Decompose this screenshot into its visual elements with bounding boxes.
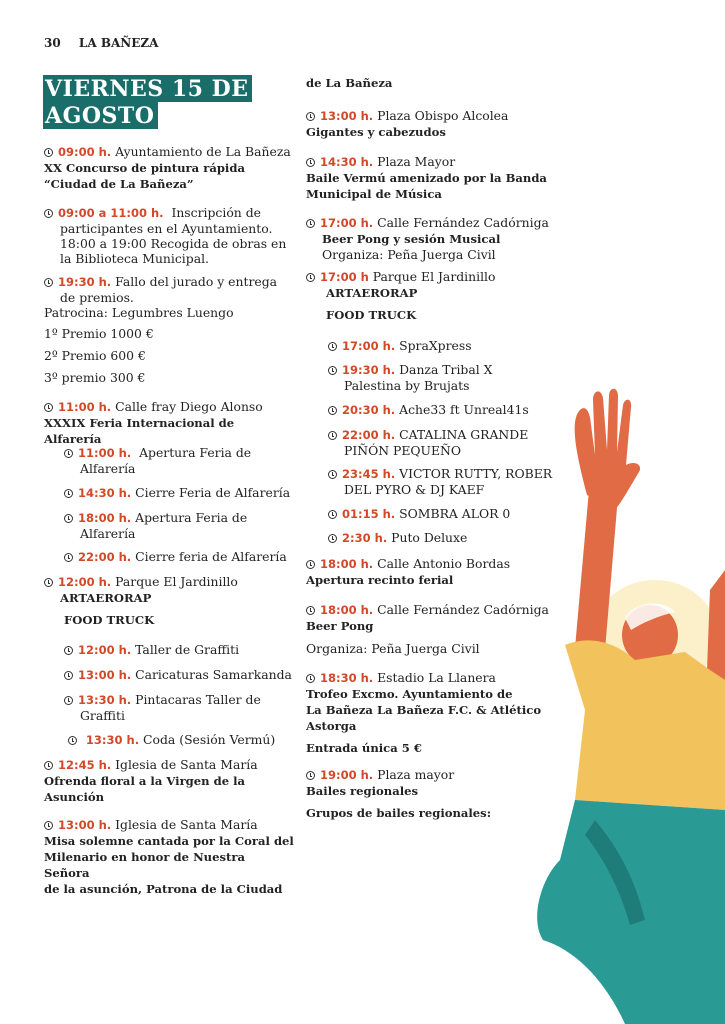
clock-icon [328, 406, 337, 415]
event-time: 18:00 h. [320, 557, 374, 571]
event-text: Fallo del jurado y entrega [115, 274, 278, 289]
event-title: “Ciudad de La Bañeza” [44, 177, 194, 191]
event-text: Taller de Graffiti [135, 642, 240, 657]
event-time: 11:00 h. [58, 400, 112, 414]
event-item [44, 399, 294, 447]
event-text: Coda (Sesión Vermú) [143, 732, 276, 747]
event-text: Puto Deluxe [391, 530, 468, 545]
event-time: 22:00 h. [78, 550, 132, 564]
event-item [306, 108, 508, 140]
clock-icon [306, 273, 315, 282]
event-price: Entrada única 5 € [306, 741, 422, 755]
event-title: Asunción [44, 790, 105, 804]
event-time: 12:00 h. [58, 575, 112, 589]
event-text: Alfarería [80, 461, 136, 476]
event-title: ARTAERORAP [60, 591, 152, 605]
event-text: Pintacaras Taller de [135, 692, 261, 707]
event-time: 11:00 h. [78, 446, 132, 460]
event-title: Gigantes y cabezudos [306, 125, 446, 139]
event-place: Plaza Mayor [377, 154, 456, 169]
event-text: Apertura Feria de [135, 510, 248, 525]
event-time: 13:00 h. [58, 818, 112, 832]
event-place: Calle fray Diego Alonso [115, 399, 263, 414]
event-title: Misa solemne cantada por la Coral del [44, 834, 294, 848]
sponsor-text: Patrocina: Legumbres Luengo [44, 305, 234, 320]
event-text: Graffiti [80, 708, 125, 723]
clock-icon [44, 821, 53, 830]
event-time: 20:30 h. [342, 403, 396, 417]
section-title-line1: VIERNES 15 DE [43, 75, 252, 102]
sub-event-item [328, 362, 492, 393]
event-text: de premios. [60, 290, 134, 305]
sub-event-item [64, 667, 292, 683]
event-title: Ofrenda floral a la Virgen de la [44, 774, 246, 788]
clock-icon [306, 219, 315, 228]
sub-event-item [64, 445, 251, 476]
event-time: 13:30 h. [85, 733, 140, 747]
event-text: Ache33 ft Unreal41s [399, 402, 529, 417]
event-place: Calle Antonio Bordas [377, 556, 511, 571]
event-item [306, 154, 547, 202]
clock-icon [328, 510, 337, 519]
event-title: Baile Vermú amenizado por la Banda [306, 171, 547, 185]
event-title: Municipal de Música [306, 187, 442, 201]
event-title-continued: de La Bañeza [306, 76, 393, 90]
sub-event-item [328, 338, 472, 354]
event-text: Cierre Feria de Alfarería [135, 485, 291, 500]
event-text: CATALINA GRANDE [399, 427, 529, 442]
event-text: Danza Tribal X [399, 362, 493, 377]
event-item [44, 144, 291, 192]
event-text: Caricaturas Samarkanda [135, 667, 292, 682]
event-title: Beer Pong [306, 619, 374, 633]
event-time: 18:00 h. [78, 511, 132, 525]
event-text: DEL PYRO & DJ KAEF [344, 482, 485, 497]
clock-icon [328, 431, 337, 440]
event-item [306, 269, 495, 323]
event-text: la Biblioteca Municipal. [60, 251, 209, 266]
event-time: 17:00 h. [342, 339, 396, 353]
event-item [44, 274, 277, 385]
clock-icon [64, 696, 73, 705]
event-time: 23:45 h. [342, 467, 396, 481]
event-item [44, 817, 294, 897]
event-time: 18:00 h. [320, 603, 374, 617]
event-place: Plaza mayor [377, 767, 455, 782]
event-title: Apertura recinto ferial [306, 573, 454, 587]
sub-event-item [328, 530, 467, 546]
clock-icon [64, 646, 73, 655]
event-place: Ayuntamiento de La Bañeza [115, 144, 291, 159]
event-time: 14:30 h. [320, 155, 374, 169]
event-text: Inscripción de [171, 205, 261, 220]
clock-icon [44, 278, 53, 287]
event-time: 01:15 h. [342, 507, 396, 521]
event-time: 19:30 h. [342, 363, 396, 377]
event-title: ARTAERORAP [326, 286, 418, 300]
section-title-line2: AGOSTO [43, 102, 158, 129]
clock-icon [64, 514, 73, 523]
dancing-person-illustration [535, 380, 725, 1024]
sub-event-item [64, 485, 290, 501]
event-place: Iglesia de Santa María [115, 817, 258, 832]
event-title: La Bañeza La Bañeza F.C. & Atlético [306, 703, 542, 717]
event-title: Beer Pong y sesión Musical [322, 232, 501, 246]
clock-icon [328, 534, 337, 543]
section-title [43, 75, 252, 129]
event-place: Calle Fernández Cadórniga [377, 602, 549, 617]
event-item [44, 574, 238, 628]
event-text: Cierre feria de Alfarería [135, 549, 287, 564]
event-title: Astorga [306, 719, 357, 733]
event-time: 09:00 a 11:00 h. [58, 206, 164, 220]
event-time: 2:30 h. [342, 531, 388, 545]
sub-event-item [64, 692, 261, 723]
sub-event-item [64, 510, 247, 541]
clock-icon [306, 158, 315, 167]
organizer-text: Organiza: Peña Juerga Civil [306, 641, 480, 656]
event-time: 18:30 h. [320, 671, 374, 685]
event-title: de la asunción, Patrona de la Ciudad [44, 882, 283, 896]
sub-event-item [64, 642, 239, 658]
shirt-shape [565, 640, 725, 810]
event-place: Parque El Jardinillo [372, 269, 496, 284]
event-place: Estadio La Llanera [377, 670, 496, 685]
page-header [44, 36, 158, 50]
event-time: 13:00 h. [78, 668, 132, 682]
sub-event-item [328, 402, 529, 418]
event-time: 19:00 h. [320, 768, 374, 782]
event-text: Alfarería [80, 526, 136, 541]
clock-icon [306, 674, 315, 683]
event-text: SpraXpress [399, 338, 472, 353]
event-place: Iglesia de Santa María [115, 757, 258, 772]
clock-icon [44, 578, 53, 587]
event-text: SOMBRA ALOR 0 [399, 506, 511, 521]
event-text: Palestina by Brujats [344, 378, 470, 393]
clock-icon [44, 761, 53, 770]
event-title: XXXIX Feria Internacional de Alfarería [44, 416, 235, 446]
event-place: Parque El Jardinillo [115, 574, 238, 589]
hand-icon [575, 389, 640, 510]
clock-icon [64, 553, 73, 562]
clock-icon [306, 112, 315, 121]
event-title: FOOD TRUCK [326, 308, 417, 322]
header-title: LA BAÑEZA [78, 36, 159, 50]
event-title: Bailes regionales [306, 784, 419, 798]
sub-event-item [328, 427, 528, 458]
clock-icon [44, 403, 53, 412]
event-text: Apertura Feria de [139, 445, 252, 460]
event-time: 17:00 h [320, 270, 369, 284]
event-title: Grupos de bailes regionales: [306, 806, 491, 820]
event-title: Trofeo Excmo. Ayuntamiento de [306, 687, 513, 701]
clock-icon [306, 606, 315, 615]
event-time: 09:00 h. [58, 145, 112, 159]
clock-icon [306, 560, 315, 569]
prize-1: 1º Premio 1000 € [44, 326, 154, 341]
clock-icon [68, 736, 77, 745]
sub-event-item [328, 466, 552, 497]
event-time: 17:00 h. [320, 216, 374, 230]
organizer-text: Organiza: Peña Juerga Civil [322, 247, 496, 262]
event-title: XX Concurso de pintura rápida [44, 161, 245, 175]
clock-icon [328, 366, 337, 375]
clock-icon [64, 449, 73, 458]
clock-icon [328, 470, 337, 479]
event-text: VICTOR RUTTY, ROBER [399, 466, 553, 481]
event-time: 12:00 h. [78, 643, 132, 657]
event-place: Plaza Obispo Alcolea [377, 108, 509, 123]
clock-icon [306, 771, 315, 780]
clock-icon [328, 342, 337, 351]
event-title: FOOD TRUCK [64, 613, 155, 627]
page-number: 30 [44, 36, 61, 50]
event-text: PIÑÓN PEQUEÑO [344, 443, 462, 458]
event-time: 14:30 h. [78, 486, 132, 500]
event-item [44, 757, 258, 805]
clock-icon [64, 671, 73, 680]
event-item [44, 205, 286, 266]
event-item [306, 670, 541, 756]
prize-2: 2º Premio 600 € [44, 348, 146, 363]
prize-3: 3º premio 300 € [44, 370, 146, 385]
sub-event-item [64, 549, 287, 565]
event-item [306, 556, 510, 588]
event-item [306, 767, 491, 821]
clock-icon [64, 489, 73, 498]
event-time: 13:00 h. [320, 109, 374, 123]
clock-icon [44, 209, 53, 218]
event-item [306, 602, 549, 656]
sub-event-item [328, 506, 510, 522]
clock-icon [44, 148, 53, 157]
sub-event-item [64, 732, 275, 748]
event-time: 12:45 h. [58, 758, 112, 772]
event-text: 18:00 a 19:00 Recogida de obras en [60, 236, 287, 251]
event-item [306, 215, 549, 262]
event-title: Milenario en honor de Nuestra Señora [44, 850, 245, 880]
event-place: Calle Fernández Cadórniga [377, 215, 549, 230]
event-time: 22:00 h. [342, 428, 396, 442]
arm-shape [707, 570, 725, 680]
event-time: 13:30 h. [78, 693, 132, 707]
event-text: participantes en el Ayuntamiento. [60, 221, 273, 236]
event-time: 19:30 h. [58, 275, 112, 289]
